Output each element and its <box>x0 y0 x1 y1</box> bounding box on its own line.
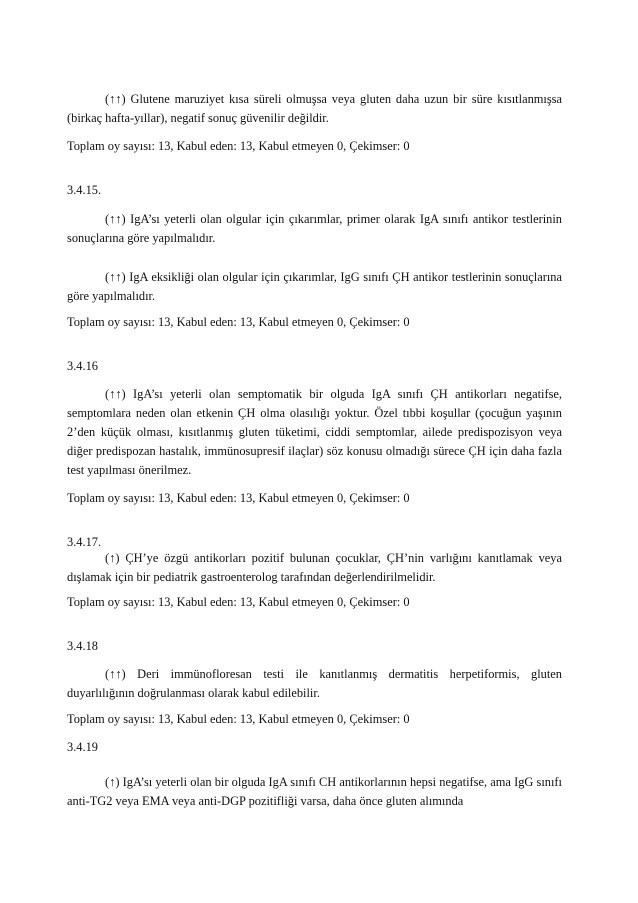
section-heading-3-4-17: 3.4.17. <box>67 535 102 549</box>
paragraph-antibody-positive-children <box>67 549 562 587</box>
paragraph-text: (↑↑) Glutene maruziyet kısa süreli olmuşsa veya gluten daha uzun bir süre kısıtlanmışsa (birkaç hafta-yıllar), negatif sonuç güvenilir değildir. <box>67 92 562 125</box>
paragraph-iga-sufficient <box>67 210 562 248</box>
vote-summary: Toplam oy sayısı: 13, Kabul eden: 13, Kabul etmeyen 0, Çekimser: 0 <box>67 595 410 609</box>
paragraph-text: (↑↑) Deri immünofloresan testi ile kanıtlanmış dermatitis herpetiformis, gluten duyarlılığının doğrulanması olarak kabul edilebilir. <box>67 667 562 700</box>
paragraph-text: (↑↑) IgA eksikliği olan olgular için çıkarımlar, IgG sınıfı ÇH antikor testlerinin sonuçlarına göre yapılmalıdır. <box>67 270 562 303</box>
vote-summary: Toplam oy sayısı: 13, Kabul eden: 13, Kabul etmeyen 0, Çekimser: 0 <box>67 139 410 153</box>
section-heading-3-4-18: 3.4.18 <box>67 639 98 653</box>
vote-summary: Toplam oy sayısı: 13, Kabul eden: 13, Kabul etmeyen 0, Çekimser: 0 <box>67 491 410 505</box>
paragraph-text: (↑) ÇH’ye özgü antikorları pozitif bulunan çocuklar, ÇH’nin varlığını kanıtlamak veya dışlamak için bir pediatrik gastroenterolog tarafından değerlendirilmelidir. <box>67 551 562 584</box>
paragraph-symptomatic-case <box>67 385 562 480</box>
paragraph-igg-positive <box>67 773 562 811</box>
paragraph-text: (↑↑) IgA’sı yeterli olan semptomatik bir olguda IgA sınıfı ÇH antikorları negatifse, semptomlara neden olan etkenin ÇH olma olasılığı yoktur. Özel tıbbi koşullar (çocuğun yaşının 2’den küçük olması, kısıtlanmış gluten tüketimi, ciddi semptomlar, ailede predispozisyon veya diğer predispozan hastalık, immünosupresif ilaçlar) söz konusu olmadığı sürece ÇH için daha fazla test yapılması önerilmez. <box>67 387 562 477</box>
paragraph-gluten-exposure <box>67 90 562 128</box>
paragraph-text: (↑) IgA’sı yeterli olan bir olguda IgA sınıfı CH antikorlarının hepsi negatifse, ama IgG sınıfı anti-TG2 veya EMA veya anti-DGP pozitifliği varsa, daha önce gluten alımında <box>67 775 562 808</box>
vote-summary: Toplam oy sayısı: 13, Kabul eden: 13, Kabul etmeyen 0, Çekimser: 0 <box>67 712 410 726</box>
paragraph-dermatitis-herpetiformis <box>67 665 562 703</box>
section-heading-3-4-16: 3.4.16 <box>67 359 98 373</box>
vote-summary: Toplam oy sayısı: 13, Kabul eden: 13, Kabul etmeyen 0, Çekimser: 0 <box>67 315 410 329</box>
paragraph-text: (↑↑) IgA’sı yeterli olan olgular için çıkarımlar, primer olarak IgA sınıfı antikor testlerinin sonuçlarına göre yapılmalıdır. <box>67 212 562 245</box>
paragraph-iga-deficient <box>67 268 562 306</box>
section-heading-3-4-15: 3.4.15. <box>67 183 102 197</box>
section-heading-3-4-19: 3.4.19 <box>67 740 98 754</box>
